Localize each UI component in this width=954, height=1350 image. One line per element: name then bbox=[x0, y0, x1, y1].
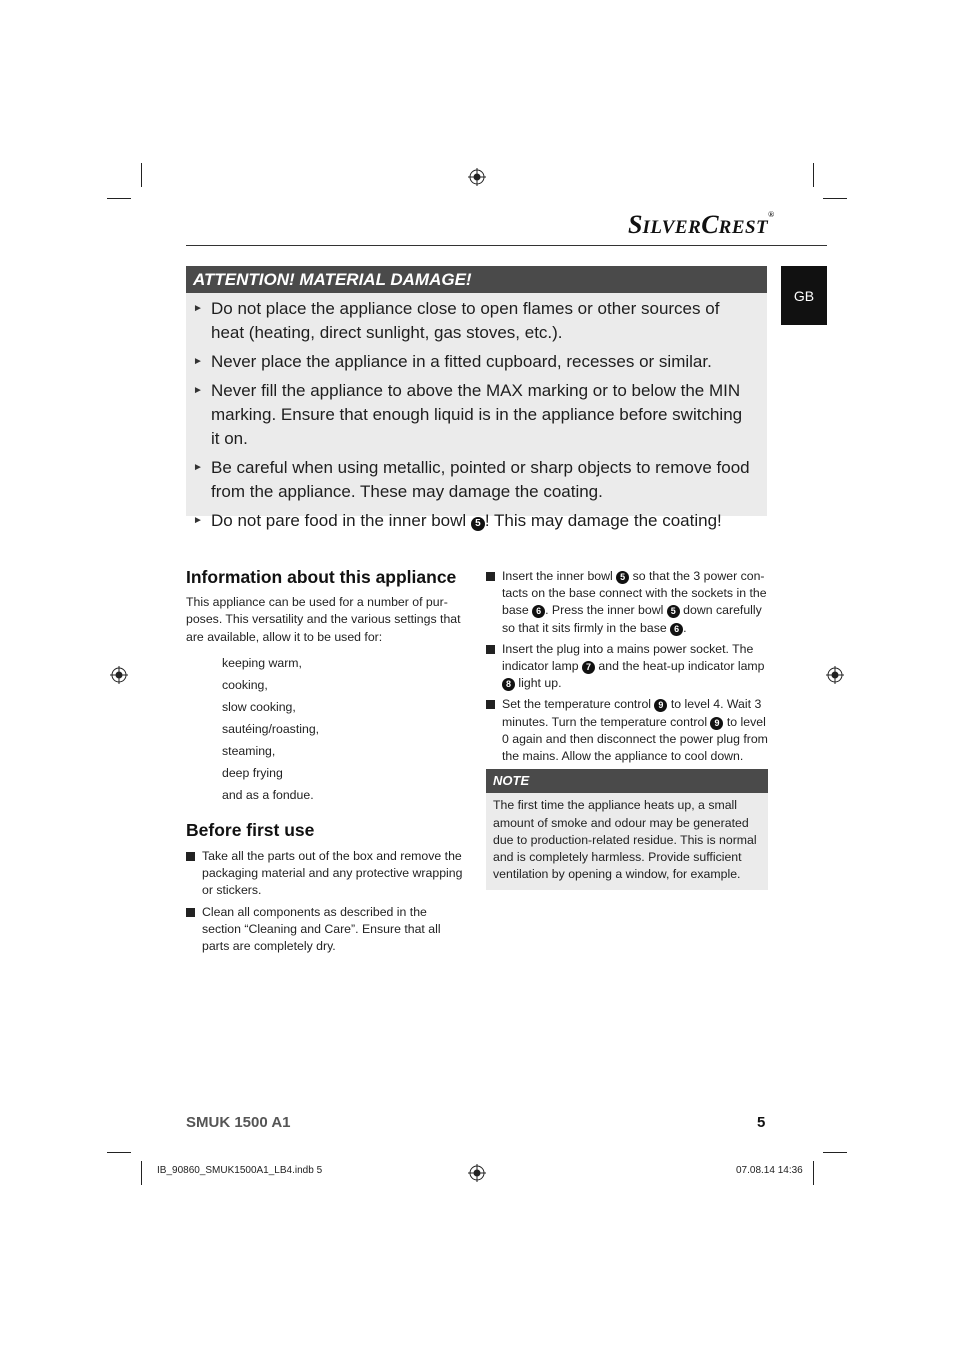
registration-mark-icon bbox=[468, 168, 486, 186]
crop-mark bbox=[141, 163, 142, 187]
list-item bbox=[486, 568, 768, 637]
registered-mark: ® bbox=[768, 210, 775, 219]
attention-item bbox=[193, 509, 755, 533]
part-number-badge: 5 bbox=[616, 571, 629, 584]
use-item: sautéing/roasting, bbox=[222, 721, 320, 736]
list-item-text: Take all the parts out of the box and remove the packaging material and any protective wrapping or stickers. bbox=[202, 848, 463, 898]
page-number: 5 bbox=[757, 1114, 766, 1131]
part-number-badge: 9 bbox=[654, 699, 667, 712]
section-heading-before-first-use: Before first use bbox=[186, 819, 315, 840]
logo-letter: C bbox=[701, 210, 719, 239]
registration-mark-icon bbox=[826, 666, 844, 684]
model-number: SMUK 1500 A1 bbox=[186, 1114, 291, 1131]
info-intro: This appliance can be used for a number of pur-poses. This versatility and the various settings that are available, allow it to be used for: bbox=[186, 595, 461, 644]
use-item: steaming, bbox=[222, 743, 276, 758]
crop-mark bbox=[107, 1152, 131, 1153]
language-tab: GB bbox=[781, 266, 827, 325]
uses-list bbox=[222, 652, 468, 806]
square-bullet-icon bbox=[486, 700, 495, 709]
logo-letters: ILVER bbox=[642, 217, 702, 238]
arrow-icon: ► bbox=[193, 462, 203, 473]
left-column bbox=[186, 566, 468, 959]
crop-mark bbox=[141, 1161, 142, 1185]
attention-item bbox=[193, 456, 755, 504]
brand-logo bbox=[628, 210, 775, 240]
attention-item bbox=[193, 350, 755, 374]
attention-box bbox=[186, 266, 767, 530]
attention-item-text: Be careful when using metallic, pointed or sharp objects to remove food from the appliance. These may damage the coating. bbox=[211, 458, 750, 501]
part-number-badge: 9 bbox=[710, 717, 723, 730]
section-heading-information: Information about this appliance bbox=[186, 567, 457, 587]
attention-item-text: Never fill the appliance to above the MAX marking or to below the MIN marking. Ensure that enough liquid is in the appliance before switching it on. bbox=[211, 381, 743, 448]
list-item bbox=[486, 696, 768, 765]
list-item-text: down carefully so that it sits firmly in the base bbox=[502, 603, 762, 635]
arrow-icon: ► bbox=[193, 385, 203, 396]
part-number-badge: 7 bbox=[582, 661, 595, 674]
attention-item bbox=[193, 379, 755, 451]
crop-mark bbox=[107, 198, 131, 199]
part-number-badge: 6 bbox=[670, 623, 683, 636]
attention-item-text: Do not pare food in the inner bowl bbox=[211, 511, 471, 530]
list-item bbox=[186, 904, 468, 956]
right-column bbox=[486, 566, 768, 890]
use-item: cooking, bbox=[222, 677, 268, 692]
use-item: deep frying bbox=[222, 765, 283, 780]
attention-item-text: ! This may damage the coating! bbox=[484, 511, 722, 530]
list-item-text: Set the temperature control bbox=[502, 697, 655, 712]
use-item: and as a fondue. bbox=[222, 787, 314, 802]
note-body: The first time the appliance heats up, a small amount of smoke and odour may be generated due to production-related residue. This is normal and is completely harmless. Provide sufficient ventilation by opening a window, for example. bbox=[493, 798, 757, 882]
list-item-text: to level 4. Wait 3 minutes. Turn the temperature control bbox=[502, 697, 762, 729]
list-item bbox=[186, 848, 468, 900]
arrow-icon: ► bbox=[193, 515, 203, 526]
list-item-text: . Press the inner bowl bbox=[545, 603, 667, 618]
before-first-use-list bbox=[186, 848, 468, 955]
print-slug-file: IB_90860_SMUK1500A1_LB4.indb 5 bbox=[157, 1165, 323, 1176]
print-slug-date: 07.08.14 14:36 bbox=[736, 1165, 803, 1176]
square-bullet-icon bbox=[186, 908, 195, 917]
part-number-badge: 5 bbox=[471, 517, 485, 531]
crop-mark bbox=[813, 163, 814, 187]
attention-list bbox=[186, 293, 767, 533]
part-number-badge: 6 bbox=[532, 605, 545, 618]
square-bullet-icon bbox=[486, 645, 495, 654]
attention-title: ATTENTION! MATERIAL DAMAGE! bbox=[186, 266, 767, 293]
list-item-text: . bbox=[683, 620, 687, 635]
header-rule bbox=[186, 245, 827, 246]
square-bullet-icon bbox=[186, 852, 195, 861]
part-number-badge: 5 bbox=[667, 605, 680, 618]
use-item: slow cooking, bbox=[222, 699, 296, 714]
crop-mark bbox=[813, 1161, 814, 1185]
registration-mark-icon bbox=[468, 1164, 486, 1182]
part-number-badge: 8 bbox=[502, 678, 515, 691]
attention-item-text: Never place the appliance in a fitted cupboard, recesses or similar. bbox=[211, 352, 712, 371]
crop-mark bbox=[823, 198, 847, 199]
list-item-text: to level 0 again and then disconnect the power plug from the mains. Allow the appliance to cool down. bbox=[502, 714, 768, 764]
list-item-text: so that the 3 power con-tacts on the base connect with the sockets in the base bbox=[502, 569, 767, 618]
registration-mark-icon bbox=[110, 666, 128, 684]
square-bullet-icon bbox=[486, 572, 495, 581]
list-item-text: Insert the plug into a mains power socket. The indicator lamp bbox=[502, 641, 754, 674]
attention-item-text: Do not place the appliance close to open flames or other sources of heat (heating, direct sunlight, gas stoves, etc.). bbox=[211, 299, 720, 342]
use-item: keeping warm, bbox=[222, 655, 302, 670]
attention-item bbox=[193, 297, 755, 345]
note-box bbox=[486, 769, 768, 889]
list-item bbox=[486, 641, 768, 693]
logo-letter: S bbox=[628, 210, 643, 239]
setup-steps-list bbox=[486, 568, 768, 765]
arrow-icon: ► bbox=[193, 356, 203, 367]
list-item-text: Insert the inner bowl bbox=[502, 569, 617, 583]
list-item-text: light up. bbox=[515, 676, 562, 691]
arrow-icon: ► bbox=[193, 303, 203, 314]
list-item-text: and the heat-up indicator lamp bbox=[594, 659, 765, 674]
list-item-text: Clean all components as described in the section “Cleaning and Care”. Ensure that all parts are completely dry. bbox=[202, 904, 441, 953]
note-title: NOTE bbox=[486, 769, 768, 793]
logo-letters: REST bbox=[718, 217, 769, 238]
crop-mark bbox=[823, 1152, 847, 1153]
